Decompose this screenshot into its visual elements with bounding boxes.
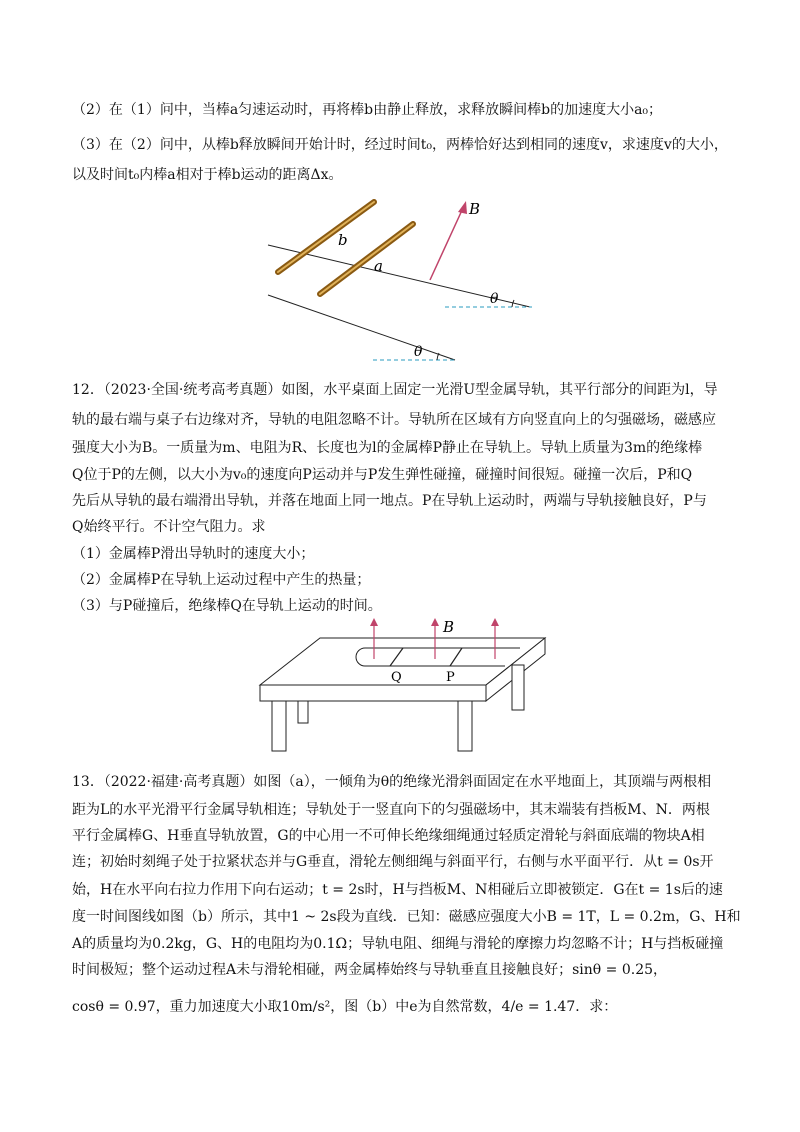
- q13-line7: A的质量均为0.2kg，G、H的电阻均为0.1Ω；导轨电阻、细绳与滑轮的摩擦力均忽略不计；H与挡板碰撞: [72, 936, 724, 952]
- q13-line5: 始，H在水平向右拉力作用下向右运动；t = 2s时，H与挡板M、N相碰后立即被锁定．G在t = 1s后的速: [72, 882, 723, 898]
- q12-line5: 先后从导轨的最右端滑出导轨，并落在地面上同一地点。P在导轨上运动时，两端与导轨接触良好，P与: [72, 493, 707, 509]
- q13-line9: cosθ = 0.97，重力加速度大小取10m/s²，图（b）中e为自然常数，4/e = 1.47．求：: [72, 999, 618, 1015]
- q12-sub3: （3）与P碰撞后，绝缘棒Q在导轨上运动的时间。: [72, 598, 382, 614]
- q12-line2: 轨的最右端与桌子右边缘对齐，导轨的电阻忽略不计。导轨所在区域有方向竖直向上的匀强磁场，磁感应: [72, 412, 716, 428]
- q12-line3: 强度大小为B。一质量为m、电阻为R、长度也为l的金属棒P静止在导轨上。导轨上质量为3m的绝缘棒: [72, 440, 703, 456]
- label-a: a: [374, 257, 383, 275]
- arrow-head-icon: [458, 201, 467, 214]
- label-b: b: [338, 231, 348, 249]
- arrow-head-icon: [431, 618, 439, 626]
- label-P: P: [446, 670, 455, 685]
- q11-part3-line2: 以及时间t₀内棒a相对于棒b运动的距离Δx。: [72, 167, 343, 183]
- q11-part2: （2）在（1）问中，当棒a匀速运动时，再将棒b由静止释放，求释放瞬间棒b的加速度大小a₀；: [72, 102, 663, 118]
- q11-figure: [250, 190, 560, 370]
- q12-sub1: （1）金属棒P滑出导轨时的速度大小；: [72, 546, 315, 562]
- table-front-edge: [260, 685, 486, 701]
- arrow-head-icon: [370, 618, 378, 626]
- table-leg-back-right: [512, 665, 524, 710]
- q12-line1: 12．（2023·全国·统考高考真题）如图，水平桌面上固定一光滑U型金属导轨，其平行部分的间距为l，导: [72, 382, 718, 398]
- q13-line3: 平行金属棒G、H垂直导轨放置，G的中心用一不可伸长绝缘细绳通过轻质定滑轮与斜面底端的物块A相: [72, 828, 705, 844]
- q13-line4: 连；初始时刻绳子处于拉紧状态并与G垂直，滑轮左侧细绳与斜面平行，右侧与水平面平行．从t = 0s开: [72, 854, 714, 870]
- q12-sub2: （2）金属棒P在导轨上运动过程中产生的热量；: [72, 572, 371, 588]
- table-leg-front-left: [272, 701, 286, 751]
- q12-line6: Q始终平行。不计空气阻力。求: [72, 519, 266, 535]
- q13-line8: 时间极短；整个运动过程A未与滑轮相碰，两金属棒始终与导轨垂直且接触良好；sinθ = 0.25，: [72, 962, 668, 978]
- rail-lower: [268, 295, 455, 360]
- q11-part3-line1: （3）在（2）问中，从棒b释放瞬间开始计时，经过时间t₀，两棒恰好达到相同的速度v，求速度v的大小，: [72, 137, 728, 153]
- magnetic-field-arrow: [430, 208, 463, 280]
- arrow-head-icon: [491, 618, 499, 626]
- q13-line2: 距为L的水平光滑平行金属导轨相连；导轨处于一竖直向下的匀强磁场中，其末端装有挡板M、N．两根: [72, 802, 710, 818]
- label-theta-lower: θ: [414, 344, 423, 360]
- label-theta-upper: θ: [490, 291, 499, 307]
- q12-line4: Q位于P的左侧，以大小为v₀的速度向P运动并与P发生弹性碰撞，碰撞时间很短。碰撞一次后，P和Q: [72, 467, 693, 483]
- table-leg-front-right: [458, 701, 472, 751]
- q13-line1: 13．（2022·福建·高考真题）如图（a），一倾角为θ的绝缘光滑斜面固定在水平地面上，其顶端与两根相: [72, 774, 712, 790]
- label-B: B: [443, 618, 455, 636]
- table-leg-back-left: [298, 701, 308, 723]
- q12-figure: [250, 615, 560, 760]
- q13-line6: 度一时间图线如图（b）所示，其中1 ~ 2s段为直线．已知：磁感应强度大小B = 1T，L = 0.2m，G、H和: [72, 909, 741, 925]
- label-B: B: [469, 200, 481, 218]
- label-Q: Q: [391, 670, 402, 685]
